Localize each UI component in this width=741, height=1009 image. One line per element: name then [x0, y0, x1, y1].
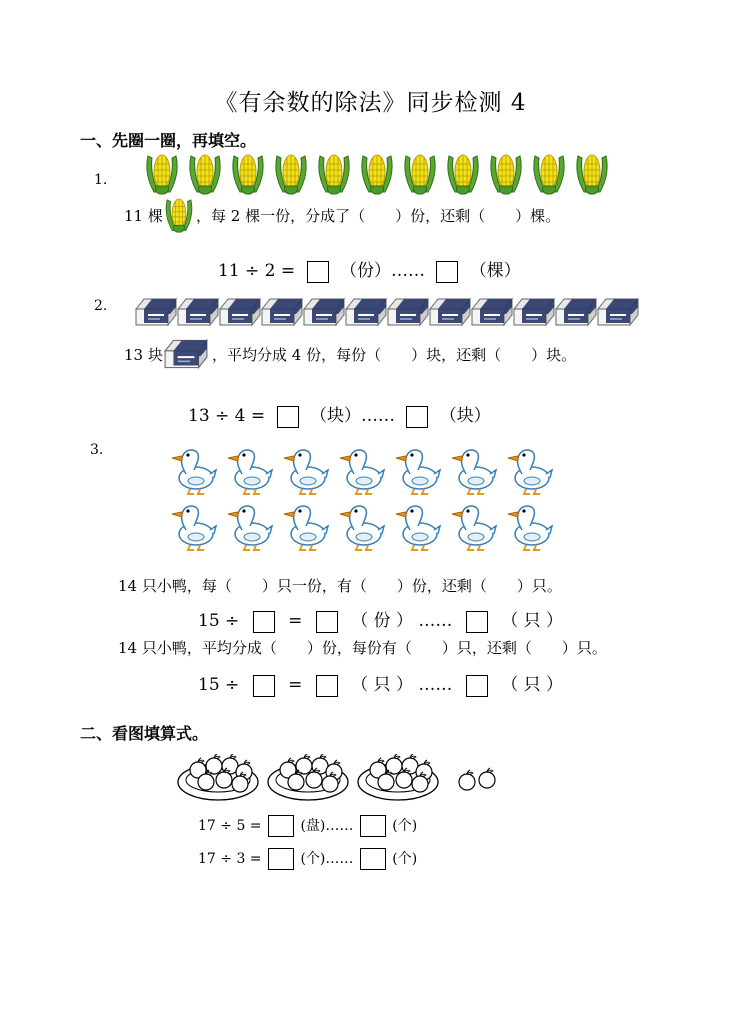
q1-eq-right: （棵）: [469, 261, 521, 281]
q1-text-suffix: ，每 2 棵一份，分成了（ ）份，还剩（ ）棵。: [196, 207, 561, 225]
duck-icon: [446, 500, 498, 554]
apple-plate-icon: [356, 754, 442, 804]
q3-equation-2: [198, 670, 563, 697]
duck-icon: [390, 444, 442, 498]
duck-icon: [502, 500, 554, 554]
answer-box[interactable]: [316, 611, 338, 633]
eraser-row: [134, 294, 638, 330]
answer-box[interactable]: [268, 815, 294, 837]
q2-eq-right: （块）: [439, 406, 491, 426]
answer-box[interactable]: [268, 848, 294, 870]
duck-icon: [334, 444, 386, 498]
corn-icon: [162, 193, 196, 239]
answer-box[interactable]: [316, 675, 338, 697]
eraser-icon: [596, 294, 640, 330]
corn-icon: [400, 152, 440, 198]
duck-icon: [166, 444, 218, 498]
plate-row: [176, 754, 442, 804]
s2-eq2-mid: (个)……: [300, 851, 354, 867]
q2-number: 2.: [94, 298, 108, 314]
duck-icon: [446, 444, 498, 498]
q3-number: 3.: [90, 442, 104, 458]
apple-plate-icon: [176, 754, 262, 804]
q3-eq1-right: （ 只 ）: [501, 611, 563, 631]
duck-icon: [334, 500, 386, 554]
eraser-icon: [554, 294, 598, 330]
answer-box[interactable]: [406, 406, 428, 428]
q3-equation-1: [198, 606, 563, 633]
s2-equation-2: [198, 848, 417, 870]
q3-eq2-right: （ 只 ）: [501, 675, 563, 695]
q3-eq2-equals: =: [288, 675, 303, 695]
duck-icon: [166, 500, 218, 554]
apple-pair-icon: [455, 762, 501, 794]
q2-text-prefix: 13 块: [124, 346, 163, 364]
q3-line2: 14 只小鸭，平均分成（ ）份，每份有（ ）只，还剩（ ）只。: [118, 639, 607, 657]
q3-eq1-mid: （ 份 ） ……: [351, 611, 453, 631]
corn-icon: [314, 152, 354, 198]
corn-icon: [443, 152, 483, 198]
answer-box[interactable]: [307, 261, 329, 283]
corn-icon: [529, 152, 569, 198]
corn-icon: [486, 152, 526, 198]
duck-icon: [222, 444, 274, 498]
corn-row: [142, 152, 615, 198]
s2-eq2-right: (个): [392, 851, 418, 867]
answer-box[interactable]: [466, 675, 488, 697]
s2-eq1-mid: (盘)……: [300, 818, 354, 834]
answer-box[interactable]: [277, 406, 299, 428]
corn-icon: [185, 152, 225, 198]
eraser-icon: [218, 294, 262, 330]
q2-eq-left: 13 ÷ 4 =: [188, 406, 266, 426]
s2-eq2-left: 17 ÷ 3 =: [198, 851, 262, 867]
q2-equation: [188, 401, 491, 428]
corn-icon: [357, 152, 397, 198]
duck-icon: [222, 500, 274, 554]
apple-plate-icon: [266, 754, 352, 804]
duck-row: [166, 444, 558, 498]
q3-line1: 14 只小鸭，每（ ）只一份，有（ ）份，还剩（ ）只。: [118, 577, 562, 595]
eraser-icon: [176, 294, 220, 330]
corn-icon: [142, 152, 182, 198]
q3-eq1-left: 15 ÷: [198, 611, 240, 631]
eraser-icon: [260, 294, 304, 330]
answer-box[interactable]: [253, 611, 275, 633]
answer-box[interactable]: [253, 675, 275, 697]
eraser-icon: [470, 294, 514, 330]
q3-eq2-mid: （ 只 ） ……: [351, 675, 453, 695]
eraser-icon: [302, 294, 346, 330]
answer-box[interactable]: [466, 611, 488, 633]
eraser-icon: [428, 294, 472, 330]
answer-box[interactable]: [360, 815, 386, 837]
q1-equation: [218, 256, 521, 283]
answer-box[interactable]: [436, 261, 458, 283]
s2-eq1-right: (个): [392, 818, 418, 834]
q1-eq-mid: （份）……: [339, 261, 425, 281]
q2-eq-mid: （块）……: [309, 406, 395, 426]
section-2-heading: 二、看图填算式。: [80, 724, 209, 743]
duck-row: [166, 500, 558, 554]
duck-icon: [390, 500, 442, 554]
page-title: 《有余数的除法》同步检测 4: [214, 90, 527, 116]
eraser-icon: [512, 294, 556, 330]
q1-number: 1.: [94, 172, 108, 188]
duck-icon: [278, 500, 330, 554]
s2-equation-1: [198, 815, 417, 837]
corn-icon: [228, 152, 268, 198]
q2-text-suffix: ，平均分成 4 份，每份（ ）块，还剩（ ）块。: [212, 346, 577, 364]
corn-icon: [271, 152, 311, 198]
answer-box[interactable]: [360, 848, 386, 870]
eraser-icon: [386, 294, 430, 330]
q3-eq1-equals: =: [288, 611, 303, 631]
duck-icon: [278, 444, 330, 498]
eraser-icon: [134, 294, 178, 330]
duck-icon: [502, 444, 554, 498]
section-1-heading: 一、先圈一圈，再填空。: [80, 131, 257, 150]
duck-rows: [166, 444, 558, 556]
corn-icon: [572, 152, 612, 198]
q1-text-prefix: 11 棵: [124, 207, 163, 225]
q1-eq-left: 11 ÷ 2 =: [218, 261, 296, 281]
s2-eq1-left: 17 ÷ 5 =: [198, 818, 262, 834]
eraser-icon: [344, 294, 388, 330]
eraser-icon: [163, 336, 209, 372]
q3-eq2-left: 15 ÷: [198, 675, 240, 695]
